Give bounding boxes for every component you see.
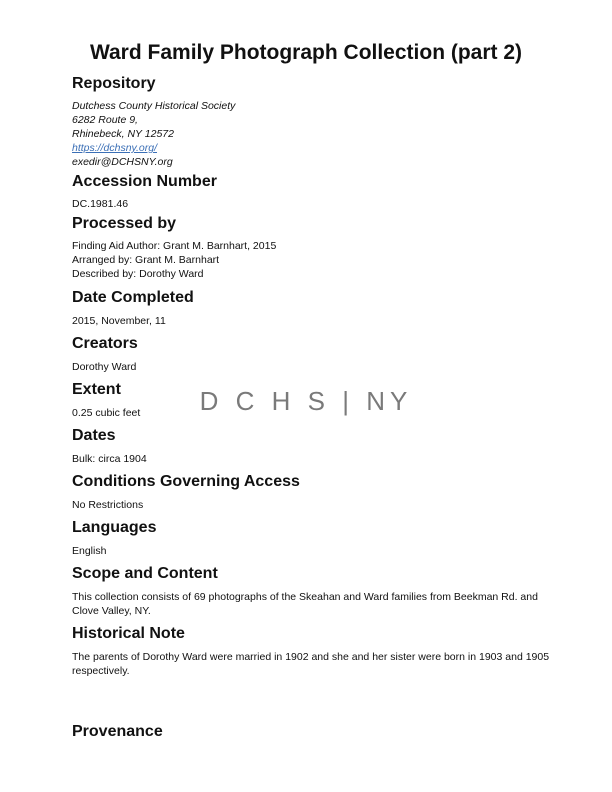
repository-address-line1: 6282 Route 9, bbox=[72, 114, 138, 126]
languages-heading: Languages bbox=[72, 519, 157, 536]
repository-name: Dutchess County Historical Society bbox=[72, 100, 236, 112]
scope-heading: Scope and Content bbox=[72, 565, 218, 582]
historical-note-section bbox=[72, 624, 552, 678]
historical-note-value: The parents of Dorothy Ward were married in 1902 and she and her sister were born in 1903 and 1905 respectively. bbox=[72, 651, 550, 677]
languages-section bbox=[72, 518, 552, 558]
languages-value: English bbox=[72, 545, 107, 557]
historical-note-heading: Historical Note bbox=[72, 625, 185, 642]
creators-value: Dorothy Ward bbox=[72, 361, 137, 373]
finding-aid-author: Finding Aid Author: Grant M. Barnhart, 2015 bbox=[72, 240, 277, 252]
dates-value: Bulk: circa 1904 bbox=[72, 453, 147, 465]
described-by: Described by: Dorothy Ward bbox=[72, 268, 204, 280]
date-completed-value: 2015, November, 11 bbox=[72, 315, 166, 327]
repository-email: exedir@DCHSNY.org bbox=[72, 156, 173, 168]
repository-website-link[interactable]: https://dchsny.org/ bbox=[72, 142, 158, 154]
creators-section bbox=[72, 334, 552, 374]
processed-heading: Processed by bbox=[72, 215, 177, 232]
accession-heading: Accession Number bbox=[72, 173, 217, 190]
repository-section bbox=[72, 74, 552, 169]
repository-address-line2: Rhinebeck, NY 12572 bbox=[72, 128, 174, 140]
extent-section bbox=[72, 380, 552, 420]
dates-heading: Dates bbox=[72, 427, 116, 444]
extent-heading: Extent bbox=[72, 381, 121, 398]
extent-value: 0.25 cubic feet bbox=[72, 407, 141, 419]
access-value: No Restrictions bbox=[72, 499, 144, 511]
page-title: Ward Family Photograph Collection (part 2) bbox=[89, 41, 523, 64]
creators-heading: Creators bbox=[72, 335, 138, 352]
access-heading: Conditions Governing Access bbox=[72, 473, 300, 490]
accession-section bbox=[72, 172, 552, 211]
date-completed-section bbox=[72, 288, 552, 328]
scope-value: This collection consists of 69 photographs of the Skeahan and Ward families from Beekman Rd. and Clove Valley, NY. bbox=[72, 591, 538, 617]
repository-heading: Repository bbox=[72, 75, 156, 92]
provenance-heading: Provenance bbox=[72, 723, 163, 740]
accession-number: DC.1981.46 bbox=[72, 198, 129, 210]
dates-section bbox=[72, 426, 552, 466]
arranged-by: Arranged by: Grant M. Barnhart bbox=[72, 254, 220, 266]
processed-section bbox=[72, 214, 552, 281]
scope-section bbox=[72, 564, 552, 618]
provenance-section bbox=[72, 722, 552, 742]
access-section bbox=[72, 472, 552, 512]
dchs-watermark: D C H S | NY bbox=[199, 386, 413, 416]
date-completed-heading: Date Completed bbox=[72, 289, 194, 306]
